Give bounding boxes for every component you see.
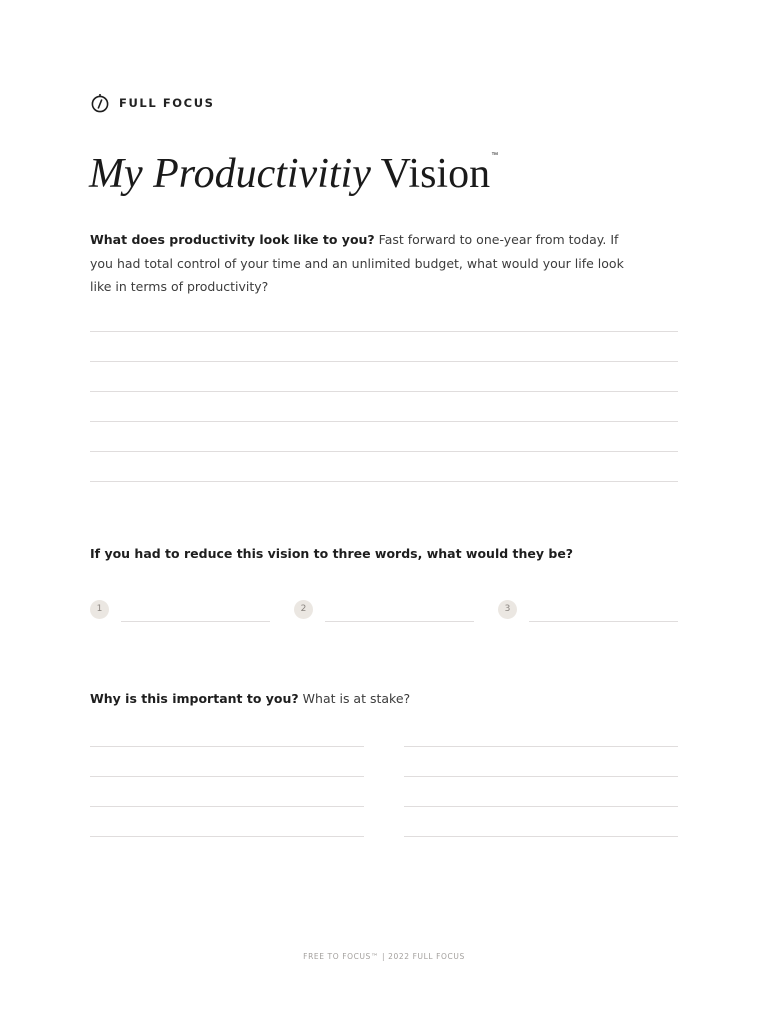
compass-slash-icon <box>90 93 110 113</box>
question-productivity-text: Fast forward to one-year from today. If you had total control of your time and an unlimited budget, what would your life look like in terms of productivity? <box>90 232 624 294</box>
answer-line-left[interactable] <box>90 806 364 807</box>
answer-line-right[interactable] <box>404 776 678 777</box>
question-three-words <box>90 545 573 563</box>
title-italic: My Productivitiy <box>89 151 371 197</box>
word-answer-line[interactable] <box>325 621 474 622</box>
answer-line-left[interactable] <box>90 746 364 747</box>
question-productivity-bold: What does productivity look like to you? <box>90 232 375 247</box>
question-importance-bold: Why is this important to you? <box>90 691 299 706</box>
word-number-badge: 3 <box>498 600 517 619</box>
answer-line-right[interactable] <box>404 836 678 837</box>
answer-line[interactable] <box>90 361 678 362</box>
answer-line[interactable] <box>90 391 678 392</box>
title-roman: Vision <box>380 151 491 197</box>
word-answer-line[interactable] <box>529 621 678 622</box>
answer-line[interactable] <box>90 421 678 422</box>
question-importance <box>90 690 410 708</box>
question-importance-text: What is at stake? <box>302 691 411 706</box>
answer-line-right[interactable] <box>404 806 678 807</box>
page-title <box>89 130 498 200</box>
answer-line[interactable] <box>90 451 678 452</box>
answer-line-left[interactable] <box>90 776 364 777</box>
word-number-badge: 1 <box>90 600 109 619</box>
page-footer: FREE TO FOCUS™ | 2022 FULL FOCUS <box>303 952 465 961</box>
word-number-badge: 2 <box>294 600 313 619</box>
brand-header <box>90 93 215 113</box>
answer-line-right[interactable] <box>404 746 678 747</box>
answer-line[interactable] <box>90 481 678 482</box>
answer-line-left[interactable] <box>90 836 364 837</box>
question-productivity <box>90 228 635 299</box>
word-answer-line[interactable] <box>121 621 270 622</box>
brand-name: FULL FOCUS <box>119 96 215 110</box>
question-three-words-bold: If you had to reduce this vision to three words, what would they be? <box>90 546 574 561</box>
answer-line[interactable] <box>90 331 678 332</box>
trademark-mark: ™ <box>491 152 499 159</box>
